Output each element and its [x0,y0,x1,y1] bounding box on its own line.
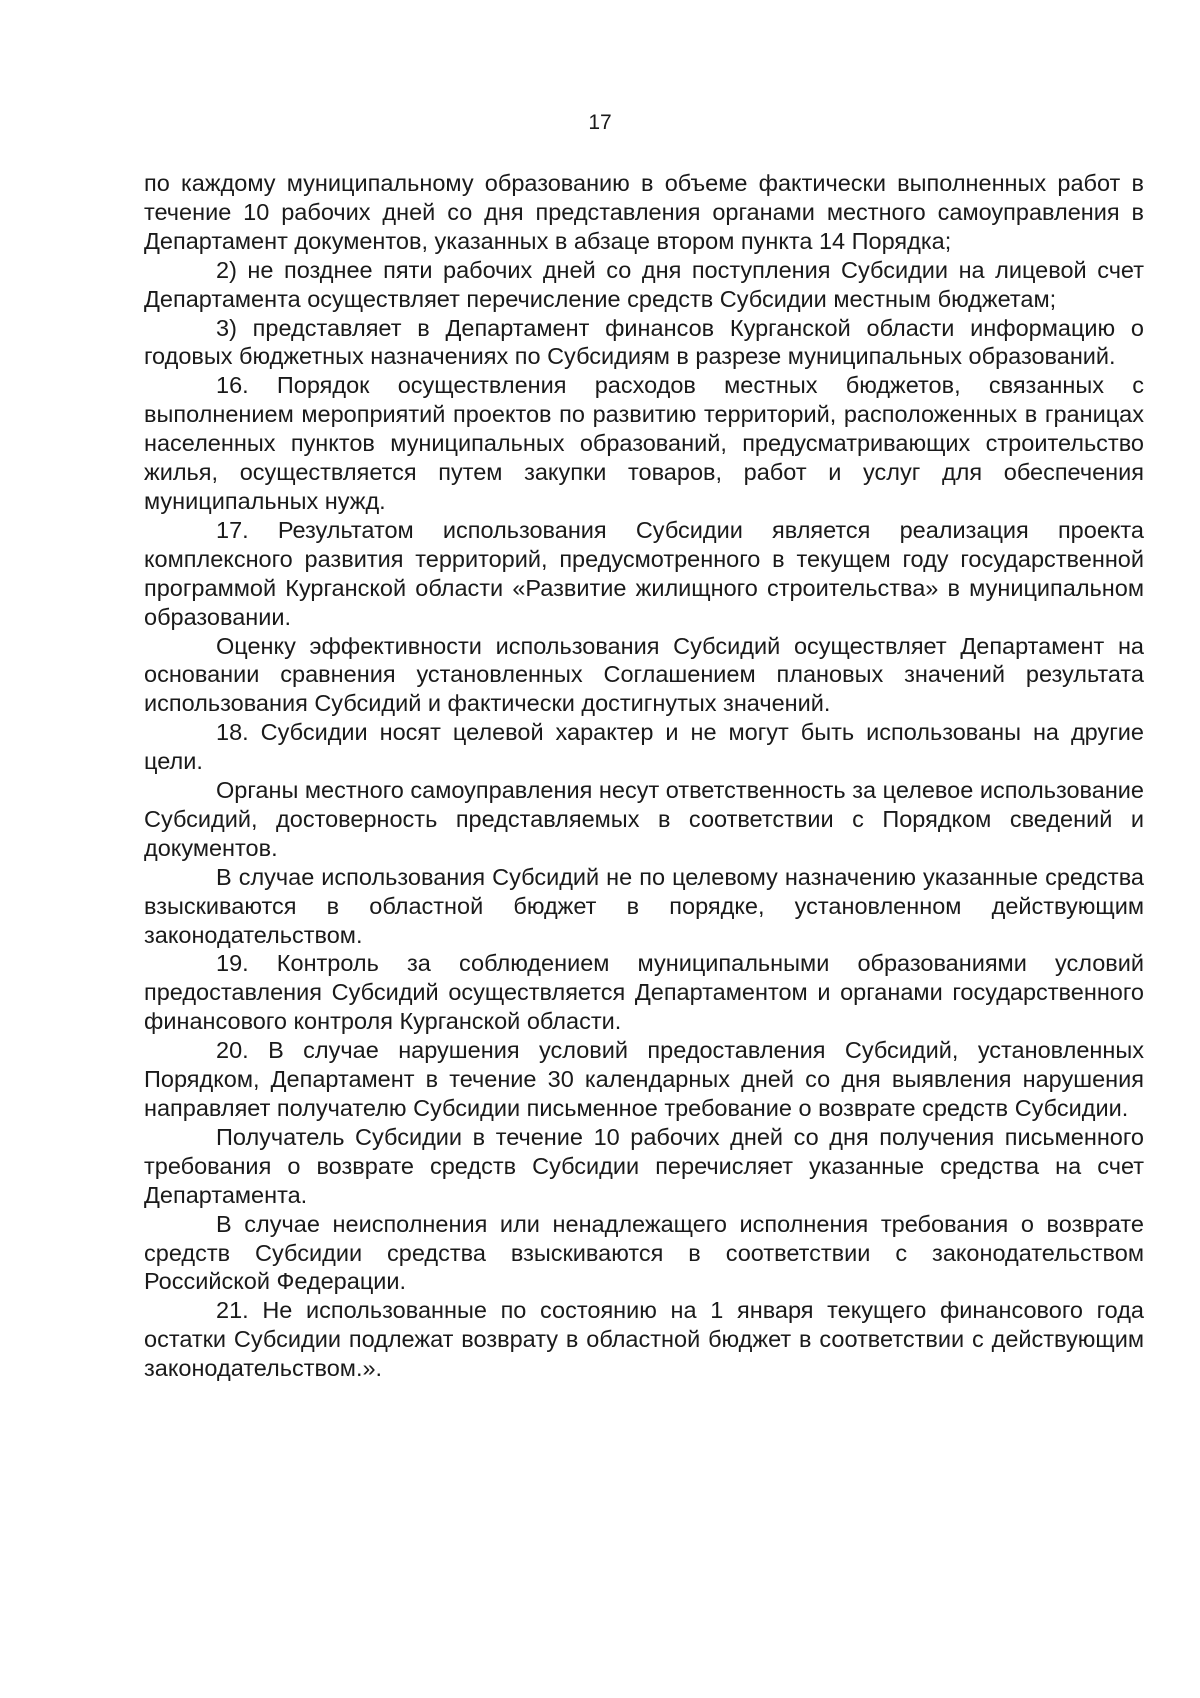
paragraph-section-18: 18. Субсидии носят целевой характер и не могут быть использованы на другие цели. [144,719,1144,775]
paragraph-responsibility: Органы местного самоуправления несут ответственность за целевое использование Субсидий, достоверность представляемых в соответствии с Порядком сведений и документов. [144,777,1144,861]
paragraph-recipient-return: Получатель Субсидии в течение 10 рабочих дней со дня получения письменного требования о возврате средств Субсидии перечисляет указанные средства на счет Департамента. [144,1123,1144,1208]
paragraph-non-fulfillment: В случае неисполнения или ненадлежащего исполнения требования о возврате средств Субсидии средства взыскиваются в соответствии с законодательством Российской Федерации. [144,1210,1144,1295]
paragraph-section-16: 16. Порядок осуществления расходов местных бюджетов, связанных с выполнением мероприятий проектов по развитию территорий, расположенных в границах населенных пунктов муниципальных образований, предусматривающих строительство жилья, осуществляется путем закупки товаров, работ и услуг для обеспечения муниципальных нужд. [144,372,1144,514]
paragraph-item-2: 2) не позднее пяти рабочих дней со дня поступления Субсидии на лицевой счет Департамента осуществляет перечисление средств Субсидии местным бюджетам; [144,256,1144,312]
paragraph-section-21: 21. Не использованные по состоянию на 1 января текущего финансового года остатки Субсидии подлежат возврату в областной бюджет в соответствии с действующим законодательством.». [144,1297,1144,1382]
paragraph-section-17: 17. Результатом использования Субсидии является реализация проекта комплексного развития территорий, предусмотренного в текущем году государственной программой Курганской области «Развитие жилищного строительства» в муниципальном образовании. [144,516,1144,630]
paragraph-misuse-recovery: В случае использования Субсидий не по целевому назначению указанные средства взыскиваются в областной бюджет в порядке, установленном действующим законодательством. [144,863,1144,948]
paragraph-section-20: 20. В случае нарушения условий предоставления Субсидий, установленных Порядком, Департамент в течение 30 календарных дней со дня выявления нарушения направляет получателю Субсидии письменное требование о возврате средств Субсидии. [144,1037,1144,1121]
document-body [144,169,1144,1383]
paragraph-efficiency-assessment: Оценку эффективности использования Субсидий осуществляет Департамент на основании сравнения установленных Соглашением плановых значений результата использования Субсидий и фактически достигнутых значений. [144,632,1144,717]
paragraph-continuation: по каждому муниципальному образованию в объеме фактически выполненных работ в течение 10 рабочих дней со дня представления органами местного самоуправления в Департамент документов, указанных в абзаце втором пункта 14 Порядка; [144,170,1144,254]
page-number: 17 [588,111,612,134]
paragraph-item-3: 3) представляет в Департамент финансов Курганской области информацию о годовых бюджетных назначениях по Субсидиям в разрезе муниципальных образований. [144,314,1144,370]
paragraph-section-19: 19. Контроль за соблюдением муниципальными образованиями условий предоставления Субсидий осуществляется Департаментом и органами государственного финансового контроля Курганской области. [144,950,1144,1035]
